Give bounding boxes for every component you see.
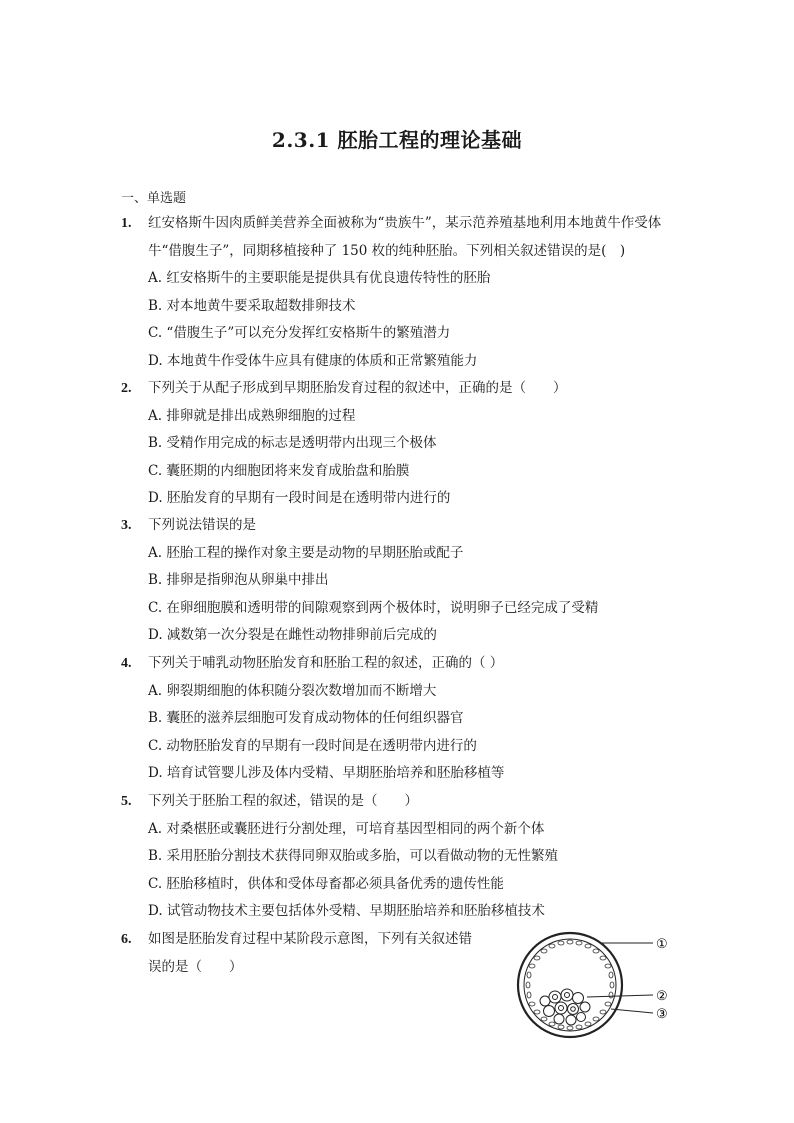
inner-cell-mass: [540, 989, 590, 1025]
blastocyst-diagram: [515, 925, 680, 1047]
question-number: 5.: [121, 794, 132, 809]
question-number: 6.: [121, 932, 132, 947]
option-b: B. 囊胚的滋养层细胞可发育成动物体的任何组织器官: [148, 710, 464, 726]
question-stem: 红安格斯牛因肉质鲜美营养全面被称为“贵族牛”，某示范养殖基地利用本地黄牛作受体牛“借腹生子”，同期移植接种了 150 枚的纯种胚胎。下列相关叙述错误的是( ): [148, 215, 662, 259]
option-a: A. 排卵就是排出成熟卵细胞的过程: [148, 407, 356, 424]
question-number: 1.: [121, 216, 132, 231]
option-c: C. “借腹生子”可以充分发挥红安格斯牛的繁殖潜力: [148, 325, 451, 341]
option-a: A. 卵裂期细胞的体积随分裂次数增加而不断增大: [148, 682, 437, 699]
option-d: D. 本地黄牛作受体牛应具有健康的体质和正常繁殖能力: [148, 352, 478, 369]
question-2: [121, 375, 681, 513]
option-c: C. 囊胚期的内细胞团将来发育成胎盘和胎膜: [148, 462, 410, 479]
option-b: B. 排卵是指卵泡从卵巢中排出: [148, 572, 329, 588]
question-5: [121, 788, 681, 926]
option-a: A. 红安格斯牛的主要职能是提供具有优良遗传特性的胚胎: [148, 270, 491, 286]
diagram-label-3: ③: [656, 1007, 668, 1022]
section-heading: 一、单选题: [121, 191, 187, 206]
option-b: B. 对本地黄牛要采取超数排卵技术: [148, 297, 356, 314]
option-d: D. 减数第一次分裂是在雌性动物排卵前后完成的: [148, 627, 437, 643]
option-b: B. 采用胚胎分割技术获得同卵双胎或多胎，可以看做动物的无性繁殖: [148, 848, 559, 864]
question-1: [121, 210, 681, 375]
option-a: A. 胚胎工程的操作对象主要是动物的早期胚胎或配子: [148, 544, 464, 561]
option-b: B. 受精作用完成的标志是透明带内出现三个极体: [148, 435, 437, 451]
question-3: [121, 512, 681, 650]
option-d: D. 培育试管婴儿涉及体内受精、早期胚胎培养和胚胎移植等: [148, 765, 505, 781]
page-title: 2.3.1 胚胎工程的理论基础: [271, 128, 523, 152]
question-number: 4.: [121, 656, 132, 671]
option-c: C. 胚胎移植时，供体和受体母畜都必须具备优秀的遗传性能: [148, 875, 504, 892]
label-3-leader: [611, 1009, 653, 1013]
question-stem: 下列关于胚胎工程的叙述，错误的是（ ）: [148, 793, 418, 809]
option-c: C. 在卵细胞膜和透明带的间隙观察到两个极体时，说明卵子已经完成了受精: [148, 599, 599, 616]
question-stem: 下列关于从配子形成到早期胚胎发育过程的叙述中，正确的是（ ）: [148, 380, 567, 396]
diagram-label-1: ①: [656, 937, 668, 952]
option-c: C. 动物胚胎发育的早期有一段时间是在透明带内进行的: [148, 737, 477, 754]
blastocyst-diagram-svg: [515, 925, 680, 1043]
question-number: 3.: [121, 518, 132, 533]
option-d: D. 胚胎发育的早期有一段时间是在透明带内进行的: [148, 490, 451, 506]
diagram-label-2: ②: [656, 989, 668, 1004]
question-stem: 如图是胚胎发育过程中某阶段示意图，下列有关叙述错误的是（ ）: [148, 931, 472, 975]
option-a: A. 对桑椹胚或囊胚进行分割处理，可培育基因型相同的两个新个体: [148, 820, 545, 837]
question-stem: 下列关于哺乳动物胚胎发育和胚胎工程的叙述，正确的（ ）: [148, 655, 504, 671]
option-d: D. 试管动物技术主要包括体外受精、早期胚胎培养和胚胎移植技术: [148, 903, 545, 919]
question-stem: 下列说法错误的是: [148, 517, 256, 533]
question-6: [121, 926, 481, 981]
question-4: [121, 650, 681, 788]
question-number: 2.: [121, 381, 132, 396]
